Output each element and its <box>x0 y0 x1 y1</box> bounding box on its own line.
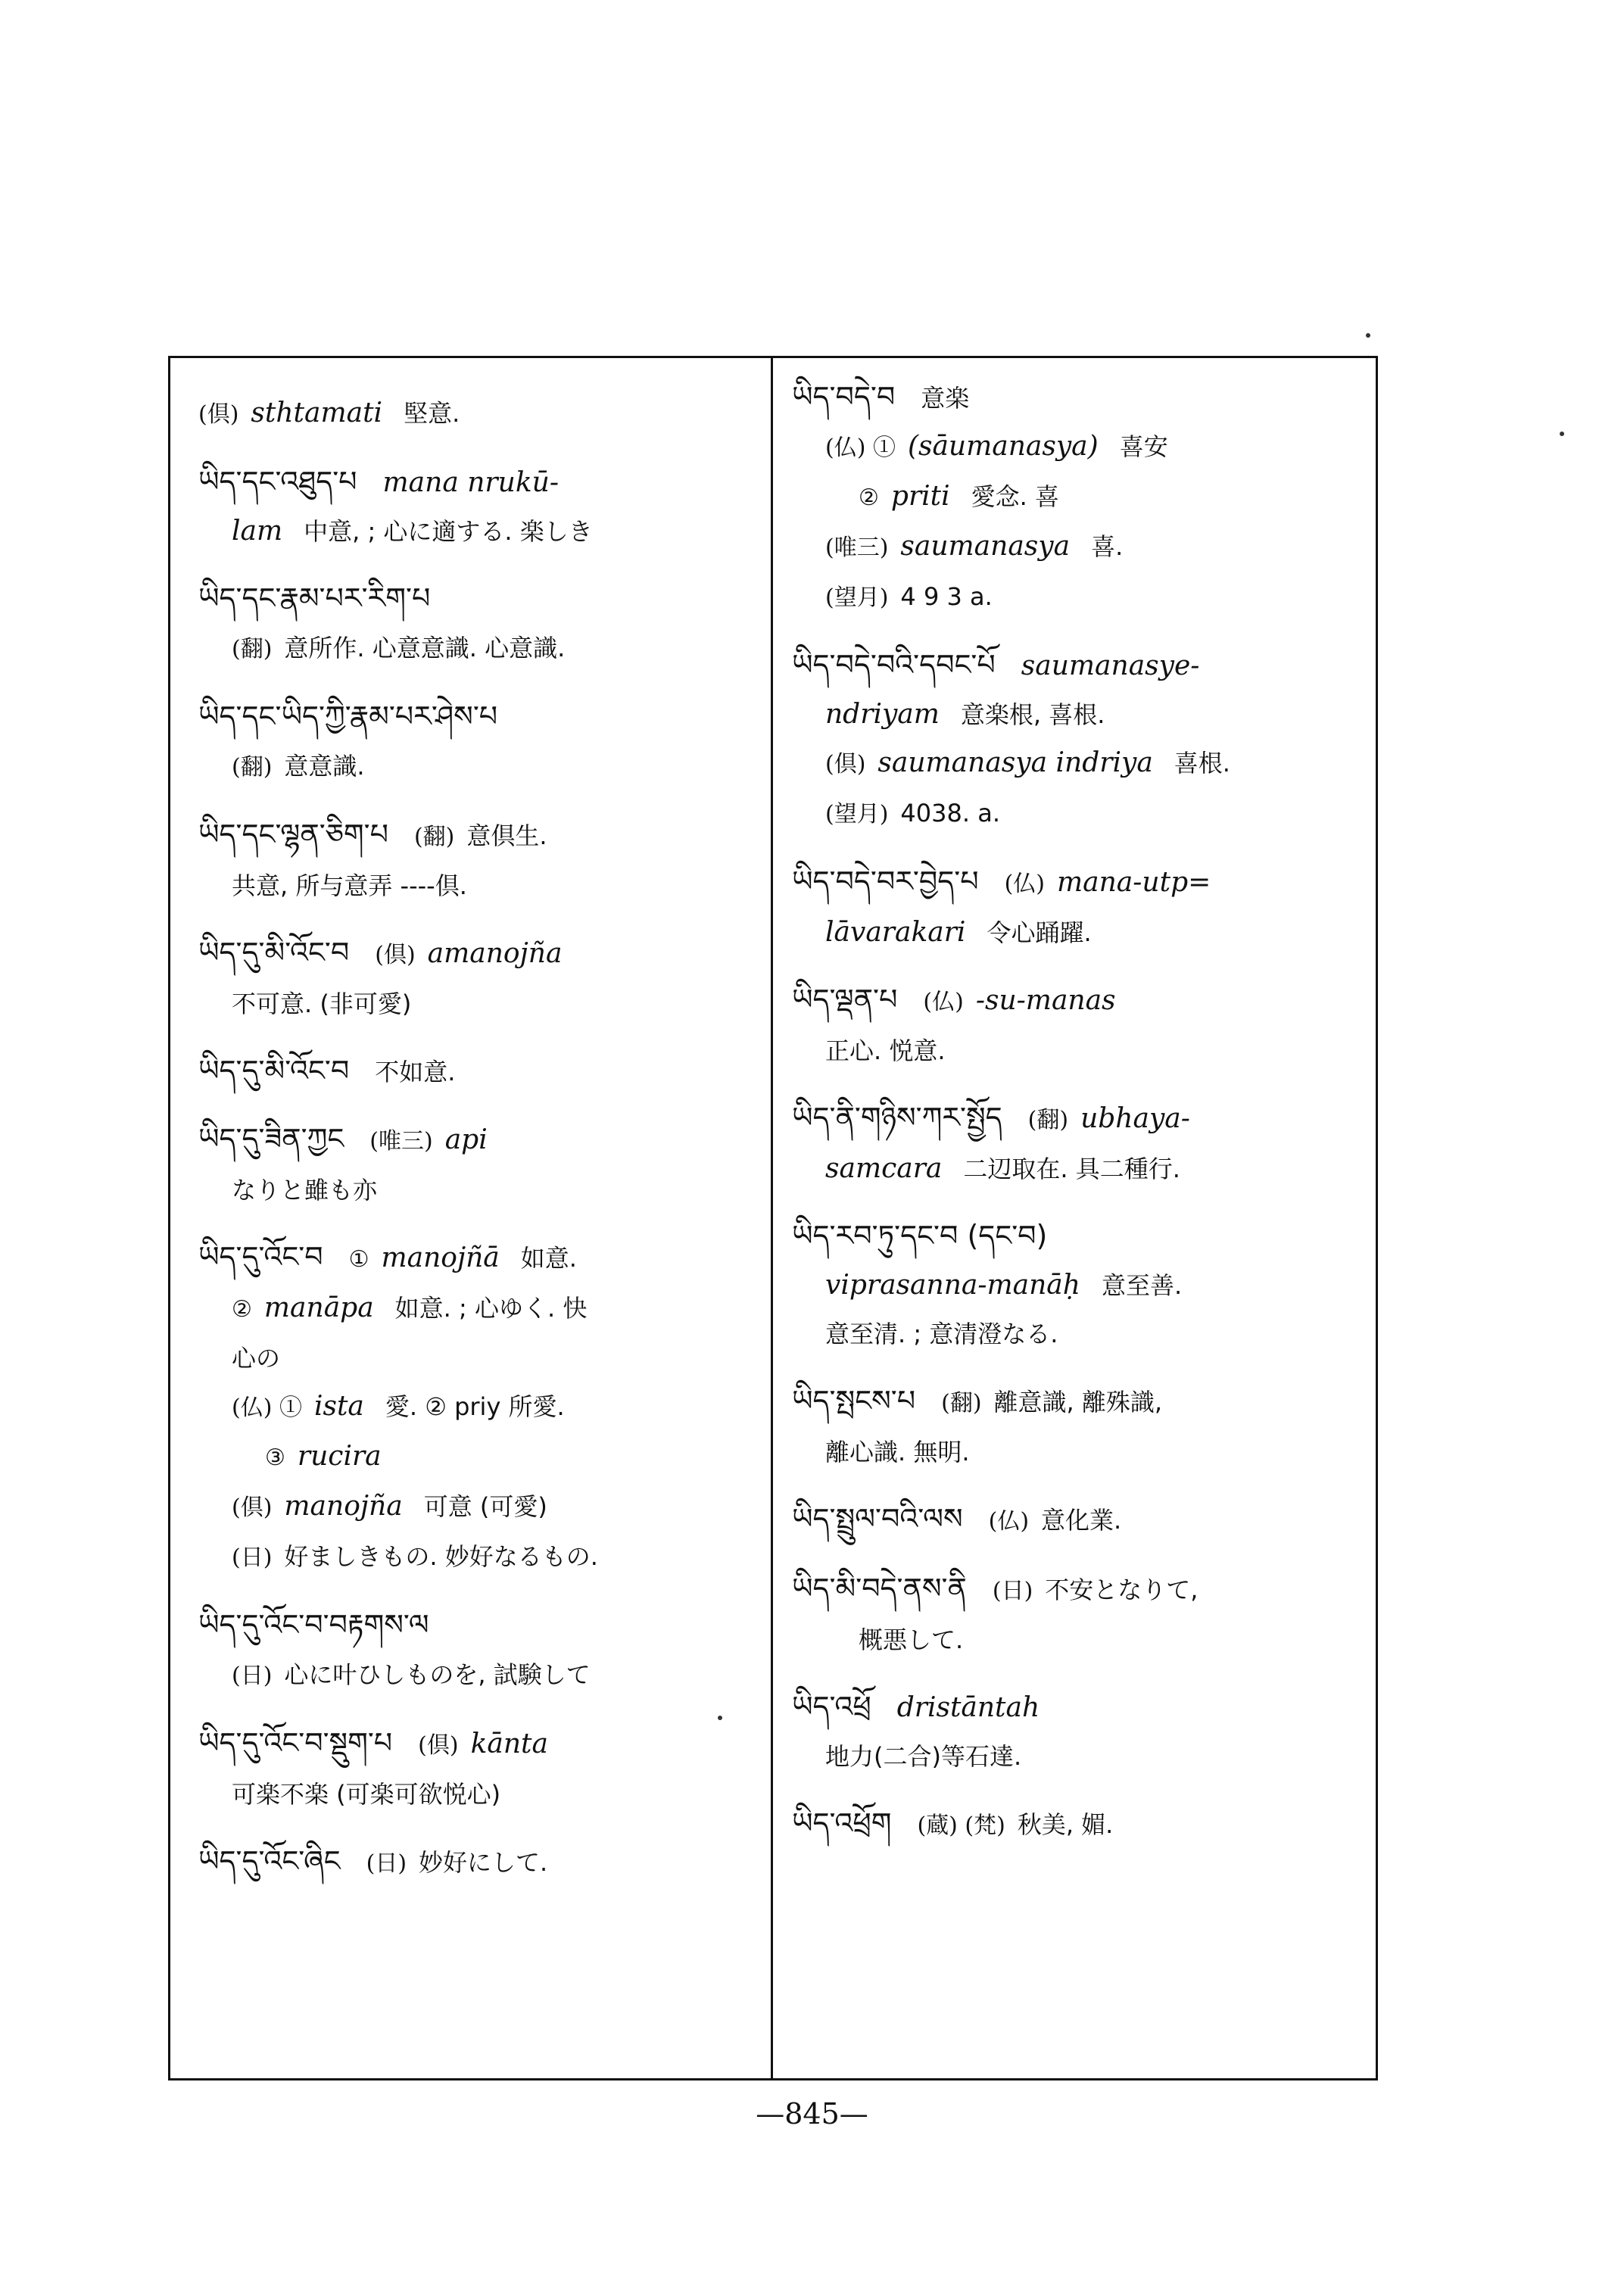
tibetan-headword: ཡིད་ལྡན་པ <box>792 983 898 1016</box>
source-label: (唯三) <box>369 1128 433 1155</box>
tibetan-headword: ཡིད་སྤྲུལ་བའི་ལས <box>792 1502 963 1535</box>
japanese-gloss: 意倶生. <box>466 821 547 850</box>
japanese-gloss: 離心識. 無明. <box>825 1438 970 1466</box>
entry-line <box>198 1837 756 1888</box>
japanese-gloss: 地力(二合)等石達. <box>825 1742 1022 1771</box>
speck-mark <box>718 1716 722 1720</box>
dictionary-entry <box>198 389 756 439</box>
japanese-gloss: 愛念. 喜 <box>971 482 1060 511</box>
sanskrit-term: saumanasye- <box>1021 650 1200 681</box>
dictionary-entry <box>792 975 1361 1075</box>
source-label: (倶) <box>198 401 239 428</box>
tibetan-headword: ཡིད་དུ་མི་འོང་བ <box>198 1054 350 1087</box>
entry-line <box>792 1682 1361 1732</box>
japanese-gloss: 共意, 所与意弄 ----倶. <box>232 871 467 900</box>
japanese-gloss: 可意 (可愛) <box>423 1492 547 1521</box>
entry-line <box>198 1334 756 1382</box>
japanese-gloss: 堅意. <box>404 399 460 428</box>
entry-line <box>792 789 1361 839</box>
source-label: (翻) <box>1027 1107 1069 1133</box>
tibetan-headword: ཡིད་དང་ལྷན་ཅིག་པ <box>198 818 388 851</box>
japanese-gloss: 心に叶ひしものを, 試験して <box>284 1660 591 1689</box>
entry-line <box>198 1046 756 1096</box>
entry-line <box>792 1027 1361 1075</box>
source-label: ② <box>232 1296 252 1323</box>
tibetan-headword: ཡིད་སྤངས་པ <box>792 1384 916 1417</box>
entry-line <box>198 692 756 742</box>
source-label: (仏) <box>923 989 964 1015</box>
tibetan-headword: ཡིད་མི་བདེ་ནས་ནི <box>792 1572 967 1605</box>
sanskrit-term: -su-manas <box>975 985 1116 1016</box>
entry-line <box>792 1732 1361 1781</box>
dictionary-entry <box>198 1601 756 1700</box>
column-divider <box>771 356 773 2080</box>
tibetan-headword: ཡིད་དང་འཐུད་པ <box>198 465 357 498</box>
japanese-gloss: 喜根. <box>1174 749 1230 778</box>
speck-mark <box>1560 432 1564 436</box>
entry-line <box>198 1601 756 1650</box>
page-number: —845— <box>756 2097 868 2130</box>
entry-line <box>792 1145 1361 1193</box>
sanskrit-term: ndriyam <box>825 699 940 730</box>
entry-line <box>792 1495 1361 1546</box>
sanskrit-term: priti <box>890 481 950 512</box>
entry-line <box>792 572 1361 622</box>
entry-line <box>792 522 1361 572</box>
japanese-gloss: 愛. ② priy 所愛. <box>385 1392 565 1421</box>
tibetan-headword: ཡིད་བདེ་བའི་དབང་པོ <box>792 648 996 681</box>
sanskrit-term: lāvarakari <box>825 917 966 948</box>
japanese-gloss: 妙好にして. <box>419 1848 548 1877</box>
entry-line <box>198 1382 756 1432</box>
source-label: (仏) ① <box>232 1395 302 1421</box>
source-label: (翻) <box>413 824 455 850</box>
japanese-gloss: 意所作. 心意意識. 心意識. <box>284 634 566 662</box>
source-label: (日) <box>232 1663 273 1689</box>
sanskrit-term: mana-utp= <box>1057 867 1211 898</box>
tibetan-headword: ཡིད་འཕྲོག <box>792 1806 892 1840</box>
entry-line <box>198 742 756 792</box>
source-label: (倶) <box>418 1732 459 1759</box>
sanskrit-term: samcara <box>825 1153 943 1184</box>
dictionary-entry <box>792 857 1361 957</box>
source-label: (唯三) <box>825 535 889 561</box>
entry-line <box>198 574 756 624</box>
tibetan-headword: ཡིད་འཕྲོ <box>792 1690 871 1723</box>
entry-line <box>792 739 1361 789</box>
japanese-gloss: 正心. 悦意. <box>825 1036 946 1065</box>
entry-line <box>198 1482 756 1532</box>
dictionary-entry <box>792 1376 1361 1476</box>
tibetan-headword: ཡིད་དུ་མི་འོང་བ <box>198 936 350 969</box>
tibetan-headword: ཡིད་དང་ཡིད་ཀྱི་རྣམ་པར་ཤེས་པ <box>198 700 498 733</box>
japanese-gloss: 4 9 3 a. <box>900 582 993 611</box>
entry-line <box>198 507 756 556</box>
tibetan-headword: ཡིད་དང་རྣམ་པར་རིག་པ <box>198 581 431 615</box>
dictionary-entry <box>792 1211 1361 1358</box>
japanese-gloss: 意至善. <box>1101 1271 1183 1300</box>
dictionary-entry <box>792 1682 1361 1781</box>
sanskrit-term: ista <box>313 1391 364 1422</box>
japanese-gloss: 喜. <box>1091 532 1124 561</box>
entry-line <box>198 980 756 1028</box>
source-label: ② <box>859 485 879 511</box>
entry-line <box>792 1310 1361 1358</box>
japanese-gloss: なりと雖も亦 <box>232 1176 378 1205</box>
entry-line <box>198 1650 756 1700</box>
entry-line <box>198 1719 756 1770</box>
source-label: (蔵) (梵) <box>917 1812 1005 1839</box>
entry-line <box>792 1616 1361 1664</box>
dictionary-entry <box>198 574 756 674</box>
entry-line <box>198 1770 756 1819</box>
sanskrit-term: mana nrukū- <box>382 467 559 498</box>
source-label: (日) <box>366 1850 407 1877</box>
entry-line <box>198 862 756 910</box>
sanskrit-term: viprasanna-manāḥ <box>825 1270 1080 1301</box>
tibetan-headword: ཡིད་བདེ་བར་བྱེད་པ <box>792 865 979 898</box>
japanese-gloss: 概悪して. <box>859 1625 964 1654</box>
japanese-gloss: 意楽根, 喜根. <box>960 700 1105 729</box>
dictionary-entry <box>792 1799 1361 1850</box>
source-label: (仏) <box>1004 871 1046 897</box>
dictionary-entry <box>792 641 1361 839</box>
source-label: (望月) <box>825 584 889 611</box>
dictionary-entry <box>198 1046 756 1096</box>
sanskrit-term: lam <box>232 516 283 547</box>
entry-line <box>198 389 756 439</box>
japanese-gloss: 離意識, 離殊識, <box>993 1388 1163 1417</box>
entry-line <box>792 1428 1361 1476</box>
japanese-gloss: 令心踊躍. <box>987 918 1092 947</box>
sanskrit-term: manojña <box>284 1491 403 1522</box>
entry-line <box>792 422 1361 472</box>
entry-line <box>198 1532 756 1582</box>
dictionary-entry <box>792 1564 1361 1664</box>
sanskrit-term: sthtamati <box>251 397 383 429</box>
japanese-gloss: 不安となりて, <box>1045 1576 1199 1604</box>
source-label: (翻) <box>941 1390 982 1417</box>
left-column <box>171 356 769 2080</box>
japanese-gloss: 中意, ; 心に適する. 楽しき <box>304 517 593 546</box>
dictionary-entry <box>198 1233 756 1582</box>
source-label: (仏) ① <box>825 435 896 461</box>
source-label: (倶) <box>375 942 416 968</box>
entry-line <box>792 641 1361 690</box>
japanese-gloss: 如意. ; 心ゆく. 快 <box>394 1294 588 1323</box>
sanskrit-term: (sāumanasya) <box>907 431 1099 462</box>
dictionary-entry <box>198 692 756 792</box>
source-label: (仏) <box>988 1508 1030 1535</box>
entry-line <box>792 690 1361 739</box>
tibetan-headword: ཡིད་བདེ་བ <box>792 380 896 413</box>
dictionary-entry <box>198 457 756 556</box>
dictionary-entry <box>198 1719 756 1819</box>
japanese-gloss: 好ましきもの. 妙好なるもの. <box>284 1542 598 1571</box>
japanese-gloss: 二辺取在. 具二種行. <box>963 1155 1180 1183</box>
dictionary-entry <box>792 1093 1361 1193</box>
sanskrit-term: rucira <box>297 1441 382 1472</box>
japanese-gloss: 不可意. (非可愛) <box>232 990 412 1018</box>
entry-line <box>198 1114 756 1166</box>
entry-line <box>198 928 756 980</box>
japanese-gloss: 意至清. ; 意清澄なる. <box>825 1320 1058 1348</box>
dictionary-entry <box>792 1495 1361 1546</box>
japanese-gloss: 意化業. <box>1041 1506 1122 1535</box>
sanskrit-term: manojñā <box>381 1242 500 1273</box>
entry-line <box>792 472 1361 522</box>
source-label: (日) <box>232 1544 273 1571</box>
entry-line <box>198 624 756 674</box>
japanese-gloss: 可楽不楽 (可楽可欲悦心) <box>232 1780 501 1809</box>
entry-line <box>792 1799 1361 1850</box>
japanese-gloss: 心の <box>232 1344 281 1373</box>
entry-line <box>792 857 1361 909</box>
sanskrit-term: amanojña <box>427 938 563 969</box>
source-label: (日) <box>992 1578 1033 1604</box>
dictionary-entry <box>198 1837 756 1888</box>
japanese-gloss: 不如意. <box>375 1058 456 1086</box>
dictionary-entry <box>198 810 756 910</box>
sanskrit-term: ubhaya- <box>1080 1103 1190 1134</box>
tibetan-headword: ཡིད་དུ་འོང་བ་བརྟགས་ལ <box>198 1608 429 1641</box>
entry-line <box>198 1432 756 1482</box>
source-label: (倶) <box>232 1495 273 1521</box>
sanskrit-term: saumanasya <box>900 531 1071 562</box>
entry-line <box>198 1233 756 1284</box>
source-label: (倶) <box>825 751 866 778</box>
entry-line <box>198 457 756 507</box>
entry-line <box>792 1261 1361 1310</box>
source-label: (翻) <box>232 636 273 662</box>
sanskrit-term: api <box>444 1124 488 1155</box>
entry-line <box>792 1564 1361 1616</box>
japanese-gloss: 意意識. <box>284 752 365 781</box>
entry-line <box>792 372 1361 422</box>
right-column <box>775 356 1375 2080</box>
japanese-gloss: 喜安 <box>1119 432 1168 461</box>
source-label: ① <box>348 1246 369 1273</box>
tibetan-headword: ཡིད་དུ་ཟིན་ཀྱང <box>198 1122 344 1155</box>
dictionary-entry <box>198 1114 756 1214</box>
source-label: (翻) <box>232 754 273 781</box>
japanese-gloss: 意楽 <box>921 384 970 413</box>
tibetan-headword: ཡིད་དུ་འོང་ཞིང <box>198 1844 341 1878</box>
entry-line <box>198 1284 756 1334</box>
entry-line <box>792 909 1361 957</box>
tibetan-headword: ཡིད་ནི་གཉིས་ཀར་སྤྱོད <box>792 1101 1002 1134</box>
tibetan-headword: ཡིད་དུ་འོང་བ <box>198 1240 323 1273</box>
dictionary-entry <box>198 928 756 1028</box>
entry-line <box>198 1166 756 1214</box>
japanese-gloss: 4038. a. <box>900 799 1000 828</box>
sanskrit-term: saumanasya indriya <box>877 747 1153 778</box>
sanskrit-term: manāpa <box>263 1292 374 1323</box>
entry-line <box>792 1093 1361 1145</box>
entry-line <box>792 1376 1361 1428</box>
tibetan-headword: ཡིད་རབ་ཏུ་དང་བ (དང་བ) <box>792 1219 1048 1252</box>
dictionary-entry <box>792 372 1361 622</box>
japanese-gloss: 如意. <box>520 1244 577 1273</box>
entry-line <box>792 975 1361 1027</box>
japanese-gloss: 秋美, 媚. <box>1017 1810 1114 1839</box>
sanskrit-term: dristāntah <box>896 1692 1040 1723</box>
entry-line <box>792 1211 1361 1261</box>
entry-line <box>198 810 756 862</box>
source-label: ③ <box>265 1445 285 1471</box>
sanskrit-term: kānta <box>470 1728 548 1759</box>
tibetan-headword: ཡིད་དུ་འོང་བ་སྡུག་པ <box>198 1726 393 1759</box>
source-label: (望月) <box>825 801 889 828</box>
speck-mark <box>1366 333 1370 338</box>
